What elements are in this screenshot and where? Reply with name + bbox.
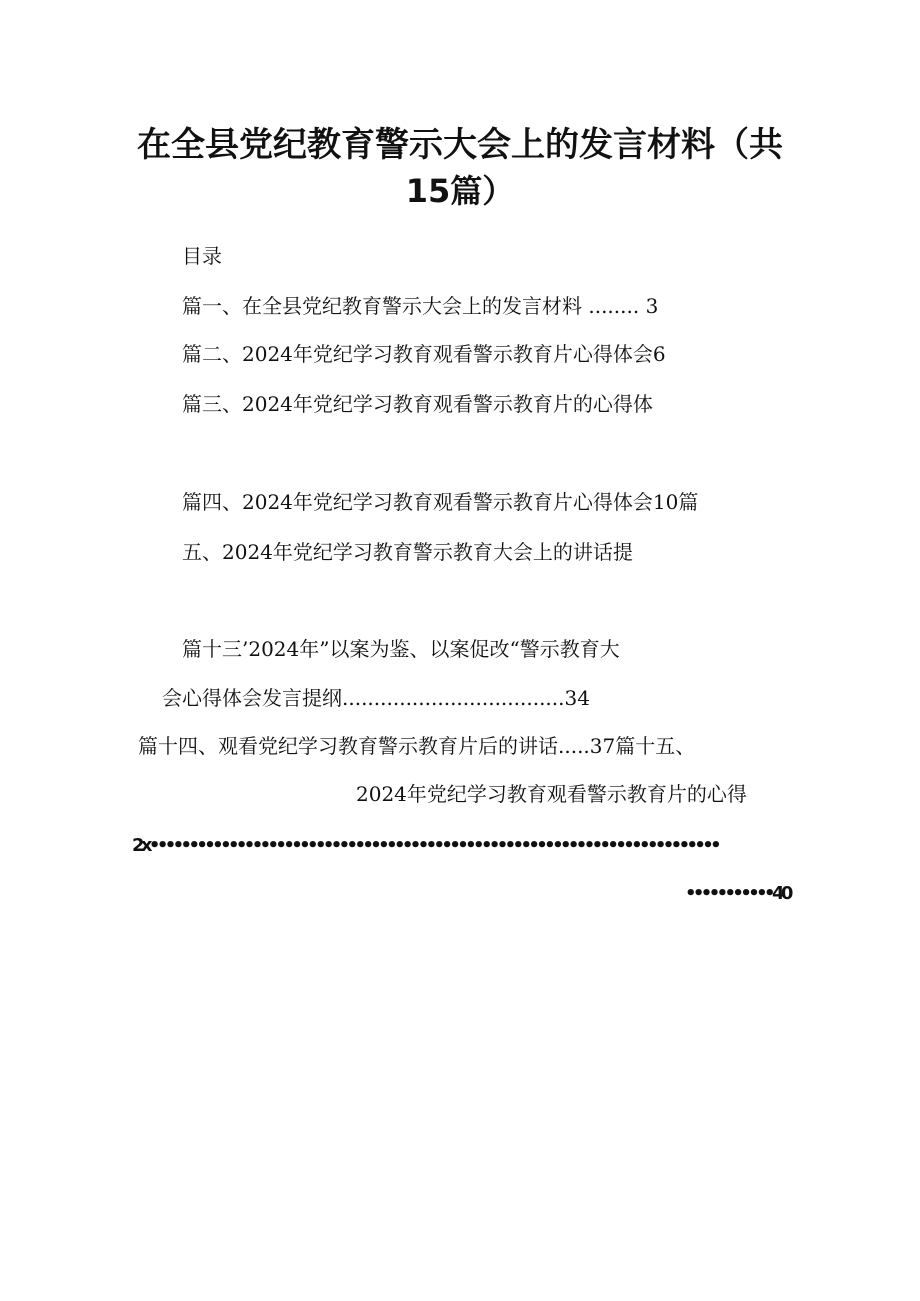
toc-entry-15-line-1[interactable]: 2024年党纪学习教育观看警示教育片的心得: [356, 782, 747, 806]
toc-entry-2[interactable]: 篇二、2024年党纪学习教育观看警示教育片心得体会6: [182, 342, 666, 366]
toc-entry-15-leader[interactable]: 2x••••••••••••••••••••••••••••••••••••••••••••••••••••••••••••••••••••••••: [132, 835, 719, 856]
document-title-line-2: 15篇）: [405, 172, 515, 210]
toc-entry-13-line-2[interactable]: 会心得体会发言提纲...................................34: [162, 686, 590, 710]
toc-entry-3[interactable]: 篇三、2024年党纪学习教育观看警示教育片的心得体: [182, 392, 653, 416]
toc-heading: 目录: [182, 244, 222, 268]
toc-entry-13-line-1[interactable]: 篇十三’2024年”以案为鉴、以案促改“警示教育大: [182, 637, 620, 661]
toc-entry-5[interactable]: 五、2024年党纪学习教育警示教育大会上的讲话提: [182, 540, 633, 564]
toc-entry-1[interactable]: 篇一、在全县党纪教育警示大会上的发言材料 ........ 3: [182, 294, 659, 318]
toc-entry-15-page[interactable]: •••••••••••40: [685, 883, 790, 904]
toc-entry-14[interactable]: 篇十四、观看党纪学习教育警示教育片后的讲话.....37篇十五、: [138, 734, 696, 758]
toc-entry-4[interactable]: 篇四、2024年党纪学习教育观看警示教育片心得体会10篇: [182, 490, 699, 514]
document-title-line-1: 在全县党纪教育警示大会上的发言材料（共: [137, 125, 783, 165]
